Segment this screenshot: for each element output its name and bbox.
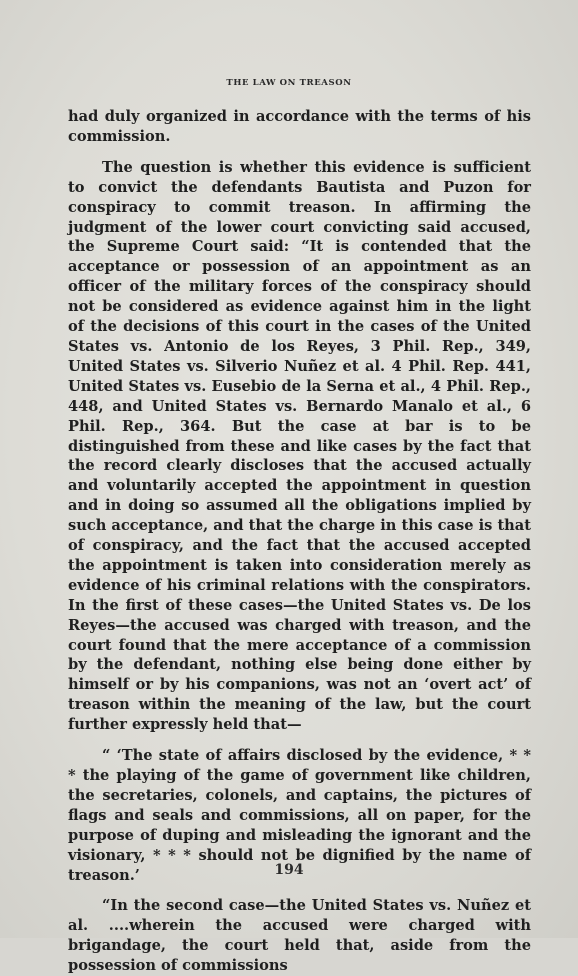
- body-text: [68, 107, 531, 976]
- page-number: 194: [274, 862, 304, 878]
- paragraph-continuation: had duly organized in accordance with the terms of his commission.: [68, 108, 531, 145]
- paragraph-quotation: “ ‘The state of affairs disclosed by the evidence, * * * the playing of the game of government like children, the secretaries, colonels, and captains, the pictures of flags and seals and commissions, all on paper, for the purpose of duping and misleading the ignorant and the visionary, * * * should not be dignified by the name of treason.’: [68, 747, 531, 884]
- running-head: THE LAW ON TREASON: [226, 78, 352, 88]
- paragraph-question: The question is whether this evidence is sufficient to convict the defendants Bautista and Puzon for conspiracy to commit treason. In affirming the judgment of the lower court convicting said accused, the Supreme Court said: “It is contended that the acceptance or possession of an appointment as an officer of the military forces of the conspiracy should not be considered as evidence against him in the light of the decisions of this court in the cases of the United States vs. Antonio de los Reyes, 3 Phil. Rep., 349, United States vs. Silverio Nuñez et al. 4 Phil. Rep. 441, United States vs. Eusebio de la Serna et al., 4 Phil. Rep., 448, and United States vs. Bernardo Manalo et al., 6 Phil. Rep., 364. But the case at bar is to be distinguished from these and like cases by the fact that the record clearly discloses that the accused actually and voluntarily accepted the appointment in question and in doing so assumed all the obligations implied by such acceptance, and that the charge in this case is that of conspiracy, and the fact that the accused accepted the appointment is taken into consideration merely as evidence of his criminal relations with the conspirators. In the first of these cases—the United States vs. De los Reyes—the accused was charged with treason, and the court found that the mere acceptance of a commission by the defendant, nothing else being done either by himself or by his companions, was not an ‘overt act’ of treason within the meaning of the law, but the court further expressly held that—: [68, 158, 531, 734]
- paragraph-second-case: “In the second case—the United States vs. Nuñez et al. ....wherein the accused were charged with brigandage, the court held that, aside from the possession of commissions: [68, 897, 531, 975]
